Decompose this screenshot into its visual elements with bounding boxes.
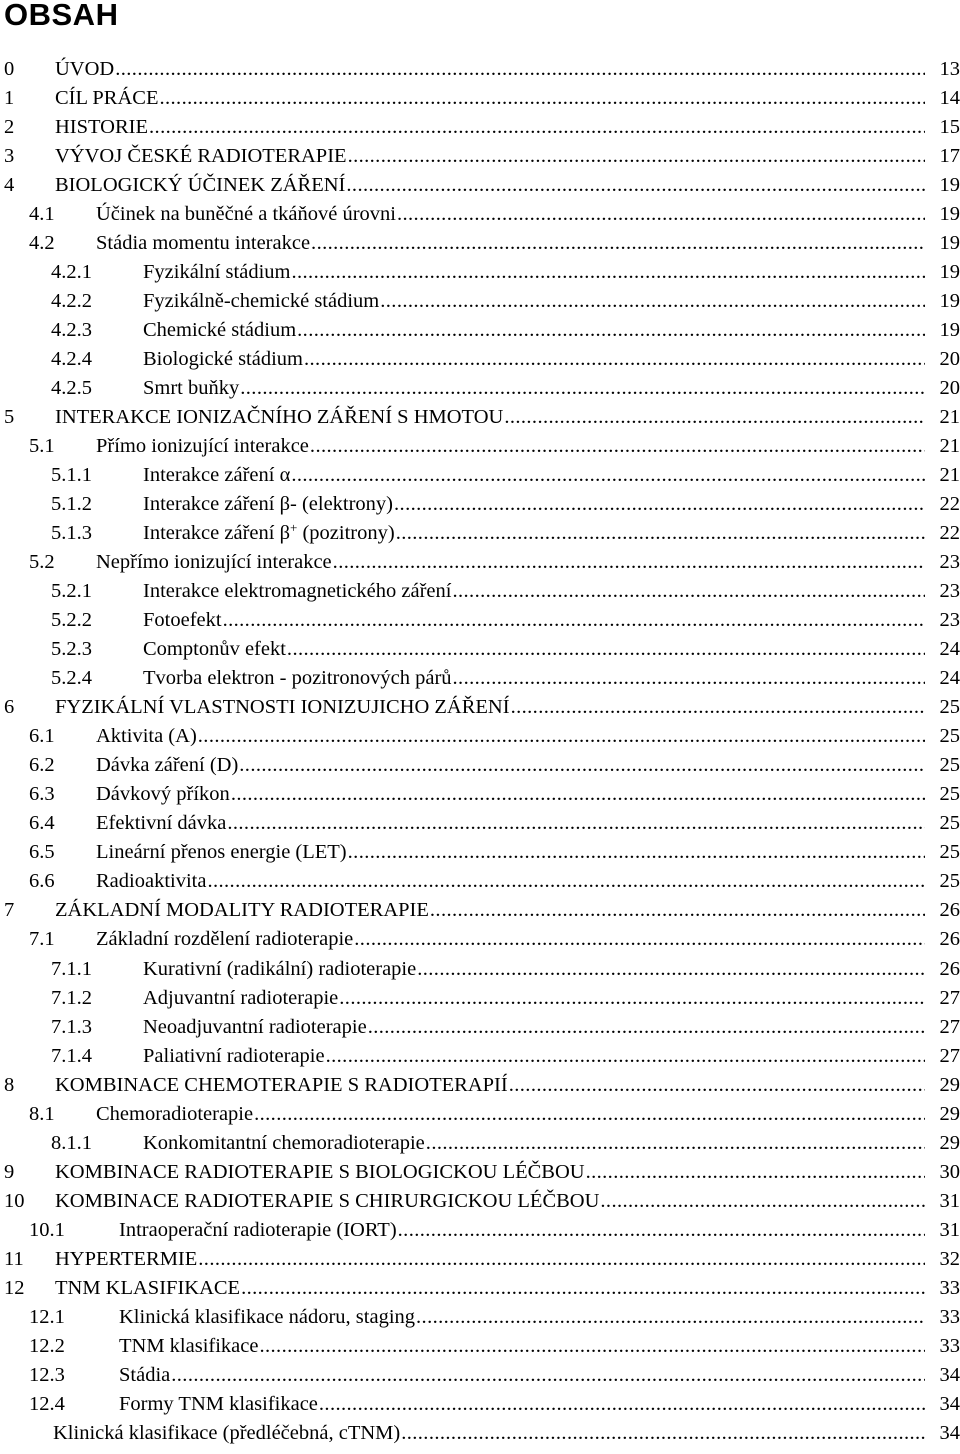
toc-entry-title <box>143 1132 425 1154</box>
toc-entry-number: 4.2.2 <box>51 290 92 313</box>
toc-dot-leader <box>223 609 925 631</box>
toc-entry-title-text: Konkomitantní chemoradioterapie <box>143 1131 425 1154</box>
toc-entry-page-number: 22 <box>939 493 960 516</box>
toc-dot-leader <box>291 261 925 283</box>
toc-entry[interactable] <box>0 460 960 489</box>
toc-entry[interactable] <box>0 1418 960 1447</box>
toc-entry[interactable] <box>0 518 960 547</box>
toc-entry[interactable] <box>0 1302 960 1331</box>
toc-entry-page-number: 20 <box>939 377 960 400</box>
toc-dot-leader <box>159 87 925 109</box>
toc-entry-page-number: 32 <box>939 1247 960 1270</box>
toc-dot-leader <box>397 203 925 225</box>
toc-entry[interactable] <box>0 1186 960 1215</box>
toc-entry[interactable] <box>0 576 960 605</box>
toc-dot-leader <box>241 1277 925 1299</box>
toc-entry-number: 7 <box>4 899 15 922</box>
toc-entry-title-text: Lineární přenos energie (LET) <box>96 841 347 864</box>
toc-entry-number: 4.2.4 <box>51 348 92 371</box>
toc-dot-leader <box>401 1422 925 1444</box>
toc-entry-title <box>96 870 206 892</box>
toc-entry-title <box>143 987 338 1009</box>
toc-entry-number: 5.1.1 <box>51 464 92 487</box>
toc-dot-leader <box>396 522 925 544</box>
toc-entry-title <box>96 928 353 950</box>
toc-entry-page-number: 33 <box>939 1305 960 1328</box>
toc-entry-page-number: 33 <box>939 1276 960 1299</box>
toc-entry[interactable] <box>0 721 960 750</box>
toc-entry-number: 4.1 <box>29 203 55 226</box>
toc-entry-page-number: 19 <box>939 319 960 342</box>
toc-entry-page-number: 26 <box>939 928 960 951</box>
toc-entry-number: 3 <box>4 145 15 168</box>
toc-entry-title <box>55 899 429 921</box>
toc-dot-leader <box>333 551 925 573</box>
toc-entry-title-text: KOMBINACE CHEMOTERAPIE S RADIOTERAPIÍ <box>55 1073 508 1096</box>
toc-entry-page-number: 29 <box>939 1102 960 1125</box>
toc-entry-page-number: 21 <box>939 406 960 429</box>
toc-entry-number: 8 <box>4 1073 15 1096</box>
toc-entry[interactable] <box>0 373 960 402</box>
toc-entry-page-number: 23 <box>939 551 960 574</box>
toc-entry[interactable] <box>0 228 960 257</box>
toc-dot-leader <box>115 58 925 80</box>
toc-entry[interactable] <box>0 489 960 518</box>
toc-entry[interactable] <box>0 663 960 692</box>
toc-entry-title <box>119 1219 397 1241</box>
toc-entry-number: 6.6 <box>29 870 55 893</box>
toc-entry-page-number: 15 <box>939 116 960 139</box>
toc-entry-title-text: Fyzikální stádium <box>143 261 291 284</box>
toc-entry-number: 8.1.1 <box>51 1131 92 1154</box>
toc-dot-leader <box>297 319 925 341</box>
toc-entry-page-number: 25 <box>939 783 960 806</box>
toc-entry-page-number: 19 <box>939 232 960 255</box>
toc-entry[interactable] <box>0 112 960 141</box>
toc-entry-page-number: 17 <box>939 145 960 168</box>
toc-dot-leader <box>227 812 925 834</box>
toc-entry-title <box>55 1074 508 1096</box>
toc-entry-title <box>143 348 303 370</box>
toc-entry-title <box>143 609 222 631</box>
toc-entry-number: 1 <box>4 87 15 110</box>
toc-entry-title <box>55 1190 599 1212</box>
toc-entry[interactable] <box>0 257 960 286</box>
toc-entry-title-text: Tvorba elektron - pozitronových párů <box>143 667 452 690</box>
toc-entry-title <box>96 783 230 805</box>
toc-dot-leader <box>310 435 925 457</box>
toc-dot-leader <box>398 1219 925 1241</box>
toc-entry-title-text: Formy TNM klasifikace <box>119 1392 318 1415</box>
toc-entry-title-suffix: (pozitrony) <box>297 522 395 545</box>
toc-entry-title <box>96 551 332 573</box>
table-of-contents <box>0 54 960 1447</box>
toc-entry-title-text: TNM klasifikace <box>119 1334 259 1357</box>
toc-entry[interactable] <box>0 1360 960 1389</box>
toc-entry-title-text: Dávkový příkon <box>96 783 230 806</box>
toc-entry-title <box>143 667 452 689</box>
toc-entry-title-text: Přímo ionizující interakce <box>96 435 309 458</box>
toc-entry-title-text: Účinek na buněčné a tkáňové úrovni <box>96 203 396 226</box>
toc-dot-leader <box>207 870 925 892</box>
toc-entry-title <box>143 1045 325 1067</box>
toc-dot-leader <box>326 1045 925 1067</box>
toc-entry-number: 9 <box>4 1160 15 1183</box>
toc-entry-number: 10 <box>4 1189 25 1212</box>
toc-entry-page-number: 34 <box>939 1421 960 1444</box>
toc-entry[interactable] <box>0 547 960 576</box>
toc-entry[interactable] <box>0 605 960 634</box>
toc-entry-page-number: 25 <box>939 696 960 719</box>
toc-entry[interactable] <box>0 344 960 373</box>
toc-dot-leader <box>348 841 925 863</box>
toc-entry-number: 12.4 <box>29 1392 65 1415</box>
toc-entry-page-number: 19 <box>939 203 960 226</box>
toc-entry-title <box>143 319 296 341</box>
toc-entry-number: 6.4 <box>29 812 55 835</box>
toc-entry-title-text: Radioaktivita <box>96 870 207 893</box>
toc-entry-title-text: ÚVOD <box>55 58 115 81</box>
toc-entry[interactable] <box>0 866 960 895</box>
toc-entry-title-text: HYPERTERMIE <box>55 1247 198 1270</box>
toc-entry-page-number: 22 <box>939 522 960 545</box>
toc-entry-title <box>96 812 226 834</box>
toc-entry[interactable] <box>0 402 960 431</box>
toc-entry-title <box>55 406 503 428</box>
toc-entry-title <box>96 841 347 863</box>
toc-entry-title-text: Biologické stádium <box>143 348 303 371</box>
toc-dot-leader <box>231 783 925 805</box>
toc-entry-page-number: 26 <box>939 899 960 922</box>
toc-entry[interactable] <box>0 1331 960 1360</box>
toc-dot-leader <box>304 348 925 370</box>
toc-entry-page-number: 29 <box>939 1073 960 1096</box>
toc-entry[interactable] <box>0 431 960 460</box>
toc-dot-leader <box>239 754 925 776</box>
toc-entry-title-text: Dávka záření (D) <box>96 754 239 777</box>
toc-entry-page-number: 19 <box>939 290 960 313</box>
toc-entry-title-text: Kurativní (radikální) radioterapie <box>143 957 417 980</box>
toc-entry[interactable] <box>0 170 960 199</box>
toc-entry-page-number: 19 <box>939 261 960 284</box>
toc-entry-title <box>55 145 347 167</box>
toc-dot-leader <box>240 377 925 399</box>
toc-entry[interactable] <box>0 1389 960 1418</box>
toc-entry[interactable] <box>0 808 960 837</box>
toc-entry-title <box>55 1248 197 1270</box>
toc-entry-title <box>55 87 158 109</box>
toc-entry-page-number: 14 <box>939 87 960 110</box>
toc-entry-page-number: 13 <box>939 58 960 81</box>
toc-entry-number: 0 <box>4 58 15 81</box>
toc-entry-title-text: Klinická klasifikace nádoru, staging <box>119 1305 416 1328</box>
toc-entry-title-superscript: + <box>290 520 298 536</box>
toc-entry[interactable] <box>0 83 960 112</box>
toc-entry-number: 12.3 <box>29 1363 65 1386</box>
toc-dot-leader <box>287 638 925 660</box>
toc-entry-page-number: 31 <box>939 1189 960 1212</box>
toc-entry-number: 5.2.4 <box>51 667 92 690</box>
toc-entry[interactable] <box>0 634 960 663</box>
toc-dot-leader <box>319 1393 925 1415</box>
toc-entry-title <box>55 1161 585 1183</box>
toc-dot-leader <box>426 1132 925 1154</box>
toc-entry-title-text: FYZIKÁLNÍ VLASTNOSTI IONIZUJICHO ZÁŘENÍ <box>55 696 510 719</box>
toc-entry-title-text: Comptonův efekt <box>143 638 286 661</box>
toc-entry-title <box>55 174 345 196</box>
toc-entry-title <box>96 754 238 776</box>
toc-entry-number: 5.2.1 <box>51 580 92 603</box>
toc-entry-number: 12.2 <box>29 1334 65 1357</box>
toc-entry[interactable] <box>0 1041 960 1070</box>
toc-entry-title <box>55 1277 240 1299</box>
toc-entry[interactable] <box>0 1215 960 1244</box>
toc-dot-leader <box>511 696 925 718</box>
toc-entry-title-text: Chemoradioterapie <box>96 1102 254 1125</box>
toc-entry[interactable] <box>0 1012 960 1041</box>
toc-entry-title-text: Adjuvantní radioterapie <box>143 986 339 1009</box>
toc-entry-title <box>143 261 290 283</box>
toc-entry[interactable] <box>0 1070 960 1099</box>
toc-entry-number: 5.2.2 <box>51 609 92 632</box>
toc-entry-title <box>55 116 148 138</box>
toc-dot-leader <box>417 958 925 980</box>
toc-entry-title <box>119 1393 318 1415</box>
toc-entry-title <box>143 638 286 660</box>
toc-entry-number: 4.2 <box>29 232 55 255</box>
toc-entry-title <box>143 493 393 515</box>
toc-entry-number: 5.1.3 <box>51 522 92 545</box>
toc-entry-title <box>119 1306 415 1328</box>
toc-entry[interactable] <box>0 983 960 1012</box>
toc-entry[interactable] <box>0 692 960 721</box>
toc-entry-title-text: Intraoperační radioterapie (IORT) <box>119 1218 397 1241</box>
toc-entry-number: 4 <box>4 174 15 197</box>
toc-entry-title-text: KOMBINACE RADIOTERAPIE S CHIRURGICKOU LÉČBOU <box>55 1189 600 1212</box>
toc-entry-title-text: Neoadjuvantní radioterapie <box>143 1015 367 1038</box>
toc-entry-title <box>143 958 416 980</box>
page-title: OBSAH <box>4 0 119 32</box>
toc-entry-title <box>143 580 451 602</box>
toc-dot-leader <box>504 406 925 428</box>
toc-entry-number: 8.1 <box>29 1102 55 1125</box>
toc-entry-title-text: Smrt buňky <box>143 377 240 400</box>
toc-entry-page-number: 34 <box>939 1363 960 1386</box>
toc-dot-leader <box>311 232 925 254</box>
toc-entry-title-text: Paliativní radioterapie <box>143 1044 325 1067</box>
toc-entry-title <box>143 1016 367 1038</box>
toc-entry[interactable] <box>0 924 960 953</box>
toc-entry-page-number: 19 <box>939 174 960 197</box>
toc-entry-number: 12 <box>4 1276 25 1299</box>
toc-entry-title <box>96 435 309 457</box>
toc-entry-page-number: 30 <box>939 1160 960 1183</box>
toc-entry-title <box>143 464 290 486</box>
toc-entry-title <box>96 1103 253 1125</box>
toc-entry-page-number: 26 <box>939 957 960 980</box>
toc-entry-title-text: KOMBINACE RADIOTERAPIE S BIOLOGICKOU LÉČBOU <box>55 1160 585 1183</box>
toc-entry-title-text: VÝVOJ ČESKÉ RADIOTERAPIE <box>55 145 347 168</box>
toc-entry-number: 6 <box>4 696 15 719</box>
toc-dot-leader <box>291 464 925 486</box>
toc-entry-number: 7.1.2 <box>51 986 92 1009</box>
toc-dot-leader <box>171 1364 925 1386</box>
toc-entry[interactable] <box>0 837 960 866</box>
toc-entry-number: 6.5 <box>29 841 55 864</box>
toc-entry[interactable] <box>0 750 960 779</box>
toc-entry-title <box>143 377 239 399</box>
toc-entry-page-number: 20 <box>939 348 960 371</box>
toc-entry-number: 5.1 <box>29 435 55 458</box>
toc-entry[interactable] <box>0 953 960 982</box>
toc-dot-leader <box>348 145 925 167</box>
toc-entry-title <box>143 522 395 544</box>
toc-entry-title-text: TNM KLASIFIKACE <box>55 1276 241 1299</box>
toc-dot-leader <box>586 1161 925 1183</box>
toc-entry-title-text: HISTORIE <box>55 116 149 139</box>
toc-dot-leader <box>149 116 925 138</box>
toc-entry-title-text: ZÁKLADNÍ MODALITY RADIOTERAPIE <box>55 899 429 922</box>
toc-entry[interactable] <box>0 1273 960 1302</box>
toc-entry-title-text: Aktivita (A) <box>96 725 197 748</box>
toc-dot-leader <box>394 493 925 515</box>
toc-entry-page-number: 25 <box>939 754 960 777</box>
toc-entry-number: 6.2 <box>29 754 55 777</box>
toc-entry-title <box>119 1364 170 1386</box>
toc-entry-title-text: Efektivní dávka <box>96 812 227 835</box>
toc-dot-leader <box>368 1016 925 1038</box>
toc-entry-title-text: CÍL PRÁCE <box>55 87 159 110</box>
toc-dot-leader <box>453 667 925 689</box>
toc-entry-title-text: Stádia <box>119 1363 171 1386</box>
toc-entry[interactable] <box>0 141 960 170</box>
toc-dot-leader <box>198 1248 925 1270</box>
toc-entry-page-number: 23 <box>939 580 960 603</box>
toc-dot-leader <box>380 290 925 312</box>
toc-entry-page-number: 23 <box>939 609 960 632</box>
toc-dot-leader <box>430 899 925 921</box>
toc-entry-title-text: Základní rozdělení radioterapie <box>96 928 354 951</box>
toc-entry[interactable] <box>0 895 960 924</box>
toc-entry[interactable] <box>0 779 960 808</box>
toc-entry[interactable] <box>0 1099 960 1128</box>
toc-dot-leader <box>600 1190 925 1212</box>
toc-entry-title <box>143 290 379 312</box>
toc-entry-page-number: 21 <box>939 464 960 487</box>
toc-entry-number: 5.2 <box>29 551 55 574</box>
toc-entry-number: 12.1 <box>29 1305 65 1328</box>
toc-entry-page-number: 25 <box>939 812 960 835</box>
toc-entry-title <box>96 725 197 747</box>
toc-entry-title <box>119 1335 258 1357</box>
toc-entry-page-number: 24 <box>939 638 960 661</box>
toc-entry-page-number: 24 <box>939 667 960 690</box>
toc-entry[interactable] <box>0 54 960 83</box>
toc-entry-number: 10.1 <box>29 1218 65 1241</box>
toc-entry-title-text: Interakce elektromagnetického záření <box>143 580 452 603</box>
toc-entry-number: 6.3 <box>29 783 55 806</box>
toc-dot-leader <box>416 1306 925 1328</box>
toc-entry-page-number: 25 <box>939 841 960 864</box>
toc-entry-title <box>55 58 114 80</box>
toc-entry[interactable] <box>0 199 960 228</box>
toc-entry-title <box>53 1422 400 1444</box>
toc-entry-number: 5 <box>4 406 15 429</box>
toc-entry-title-text: Stádia momentu interakce <box>96 232 311 255</box>
toc-entry-page-number: 27 <box>939 1015 960 1038</box>
toc-entry-title <box>55 696 510 718</box>
toc-dot-leader <box>354 928 925 950</box>
toc-entry-title-text: Fyzikálně-chemické stádium <box>143 290 380 313</box>
toc-dot-leader <box>254 1103 925 1125</box>
toc-dot-leader <box>346 174 925 196</box>
toc-entry-page-number: 34 <box>939 1392 960 1415</box>
toc-entry-number: 5.1.2 <box>51 493 92 516</box>
toc-entry-title <box>96 203 396 225</box>
toc-entry-title-text: Interakce záření α <box>143 464 291 487</box>
toc-entry-number: 7.1.1 <box>51 957 92 980</box>
toc-entry-page-number: 29 <box>939 1131 960 1154</box>
toc-entry-page-number: 25 <box>939 870 960 893</box>
toc-entry-number: 11 <box>4 1247 24 1270</box>
toc-entry-number: 5.2.3 <box>51 638 92 661</box>
toc-entry-number: 7.1.4 <box>51 1044 92 1067</box>
toc-entry-title-text: Nepřímo ionizující interakce <box>96 551 332 574</box>
toc-entry-number: 4.2.5 <box>51 377 92 400</box>
toc-entry-page-number: 27 <box>939 1044 960 1067</box>
toc-entry-title-text: Klinická klasifikace (předléčebná, cTNM) <box>53 1421 401 1444</box>
toc-entry[interactable] <box>0 286 960 315</box>
toc-entry-page-number: 25 <box>939 725 960 748</box>
toc-dot-leader <box>259 1335 925 1357</box>
toc-dot-leader <box>339 987 925 1009</box>
toc-entry[interactable] <box>0 1128 960 1157</box>
toc-entry-title-text: Interakce záření β <box>143 522 290 545</box>
toc-entry-title-text: Chemické stádium <box>143 319 297 342</box>
toc-entry-number: 2 <box>4 116 15 139</box>
toc-dot-leader <box>198 725 925 747</box>
toc-entry-number: 6.1 <box>29 725 55 748</box>
toc-entry-number: 7.1.3 <box>51 1015 92 1038</box>
toc-entry-page-number: 21 <box>939 435 960 458</box>
toc-dot-leader <box>452 580 925 602</box>
toc-entry-number: 7.1 <box>29 928 55 951</box>
toc-entry[interactable] <box>0 315 960 344</box>
toc-dot-leader <box>509 1074 925 1096</box>
toc-entry-title <box>96 232 310 254</box>
toc-entry-page-number: 27 <box>939 986 960 1009</box>
toc-entry-title-text: Interakce záření β- (elektrony) <box>143 493 394 516</box>
toc-entry-page-number: 33 <box>939 1334 960 1357</box>
toc-entry-title-text: Fotoefekt <box>143 609 222 632</box>
toc-entry-title-text: INTERAKCE IONIZAČNÍHO ZÁŘENÍ S HMOTOU <box>55 406 504 429</box>
toc-entry[interactable] <box>0 1244 960 1273</box>
toc-entry-title-text: BIOLOGICKÝ ÚČINEK ZÁŘENÍ <box>55 174 346 197</box>
toc-entry[interactable] <box>0 1157 960 1186</box>
toc-entry-number: 4.2.1 <box>51 261 92 284</box>
toc-entry-number: 4.2.3 <box>51 319 92 342</box>
toc-entry-page-number: 31 <box>939 1218 960 1241</box>
